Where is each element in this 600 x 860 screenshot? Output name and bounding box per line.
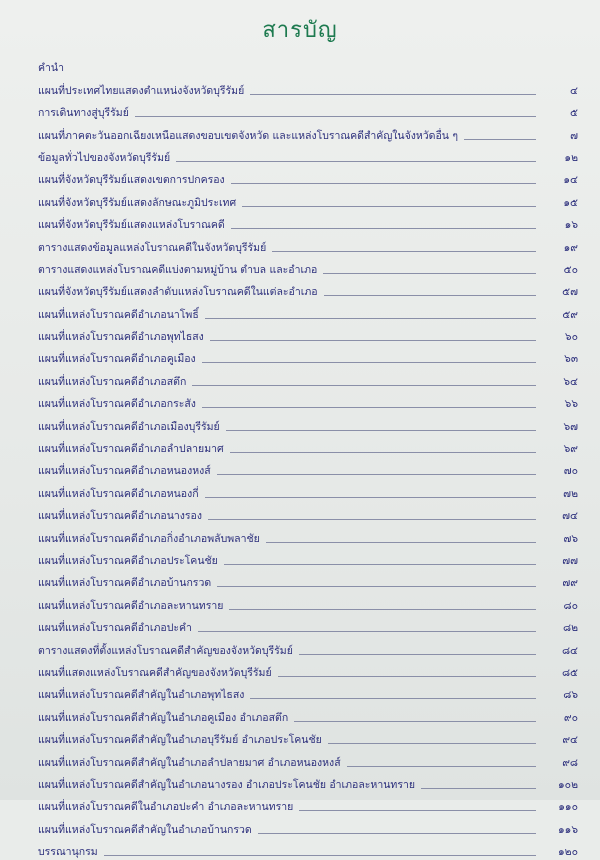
toc-entry-label: แผนที่จังหวัดบุรีรัมย์แสดงแหล่งโบราณคดี xyxy=(38,219,225,232)
toc-entry-page: ๙๔ xyxy=(562,734,578,747)
dot-leader xyxy=(258,833,536,834)
toc-entry[interactable] xyxy=(38,99,578,121)
toc-entry-page: ๑๔ xyxy=(563,174,578,187)
toc-entry[interactable] xyxy=(38,211,578,233)
toc-entry[interactable] xyxy=(38,256,578,278)
dot-leader xyxy=(210,340,536,341)
toc-entry-page: ๑๙ xyxy=(563,241,578,254)
toc-entry-label: แผนที่แหล่งโบราณคดีสำคัญในอำเภอนางรอง อำเภอประโคนชัย อำเภอละหานทราย xyxy=(38,778,416,791)
toc-entry-label: บรรณานุกรม xyxy=(38,846,98,859)
dot-leader xyxy=(202,362,536,363)
toc-entry-label: ตารางแสดงแหล่งโบราณคดีแบ่งตามหมู่บ้าน ตำบล และอำเภอ xyxy=(38,263,318,276)
toc-entry-page: ๗๖ xyxy=(563,532,578,545)
toc-entry-page: ๗๙ xyxy=(562,577,578,590)
toc-entry[interactable] xyxy=(38,435,578,457)
dot-leader xyxy=(250,94,536,95)
toc-entry-page: ๖๔ xyxy=(563,375,578,388)
toc-entry-page: ๗๗ xyxy=(562,554,578,567)
toc-entry[interactable] xyxy=(38,681,578,703)
toc-entry-label: แผนที่แหล่งโบราณคดีอำเภอหนองหงส์ xyxy=(38,465,211,478)
table-of-contents xyxy=(38,54,578,860)
dot-leader xyxy=(266,542,536,543)
dot-leader xyxy=(323,273,536,274)
toc-entry-label: แผนที่แหล่งโบราณคดีอำเภอบ้านกรวด xyxy=(38,577,212,590)
toc-entry-label: แผนที่แหล่งโบราณคดีอำเภอนาโพธิ์ xyxy=(38,308,199,321)
toc-entry-label: แผนที่แหล่งโบราณคดีอำเภอพุทไธสง xyxy=(38,331,204,344)
dot-leader xyxy=(231,183,536,184)
toc-entry-page: ๕๐ xyxy=(563,263,578,276)
toc-entry[interactable] xyxy=(38,838,578,860)
dot-leader xyxy=(230,452,536,453)
toc-entry[interactable] xyxy=(38,54,578,76)
toc-entry-page: ๑๐๒ xyxy=(558,778,578,791)
toc-entry-label: แผนที่แหล่งโบราณคดีอำเภอลำปลายมาศ xyxy=(38,443,224,456)
toc-entry[interactable] xyxy=(38,703,578,725)
dot-leader xyxy=(198,631,536,632)
toc-entry[interactable] xyxy=(38,345,578,367)
toc-entry-page: ๑๖ xyxy=(564,219,578,232)
dot-leader xyxy=(202,407,536,408)
toc-entry-label: แผนที่แหล่งโบราณคดีอำเภอกิ่งอำเภอพลับพลาชัย xyxy=(38,532,260,545)
dot-leader xyxy=(217,474,536,475)
toc-entry-page: ๖๓ xyxy=(564,353,578,366)
toc-entry-label: ข้อมูลทั่วไปของจังหวัดบุรีรัมย์ xyxy=(38,151,171,164)
toc-entry[interactable] xyxy=(38,188,578,210)
dot-leader xyxy=(176,161,536,162)
toc-entry-label: แผนที่แหล่งโบราณคดีอำเภอหนองกี่ xyxy=(38,487,199,500)
toc-entry-page: ๑๑๖ xyxy=(558,823,578,836)
toc-entry-page: ๖๙ xyxy=(563,443,578,456)
toc-entry-label: แผนที่แหล่งโบราณคดีอำเภอคูเมือง xyxy=(38,353,196,366)
toc-entry[interactable] xyxy=(38,748,578,770)
toc-entry[interactable] xyxy=(38,278,578,300)
toc-entry-page: ๘๐ xyxy=(563,599,578,612)
toc-entry[interactable] xyxy=(38,457,578,479)
dot-leader xyxy=(226,430,536,431)
toc-entry-page: ๖๐ xyxy=(564,331,578,344)
toc-entry-label: คำนำ xyxy=(38,62,64,75)
dot-leader xyxy=(242,206,536,207)
toc-entry-label: แผนที่แหล่งโบราณคดีสำคัญในอำเภอบุรีรัมย์ อำเภอประโคนชัย xyxy=(38,734,322,747)
dot-leader xyxy=(464,139,536,140)
toc-entry-label: ตารางแสดงข้อมูลแหล่งโบราณคดีในจังหวัดบุรีรัมย์ xyxy=(38,241,267,254)
toc-entry[interactable] xyxy=(38,502,578,524)
toc-entry-page: ๙๐ xyxy=(563,711,578,724)
toc-entry-page: ๕ xyxy=(570,107,578,120)
toc-entry-label: แผนที่จังหวัดบุรีรัมย์แสดงลักษณะภูมิประเทศ xyxy=(38,196,237,209)
toc-entry[interactable] xyxy=(38,614,578,636)
dot-leader xyxy=(421,788,536,789)
toc-entry-label: แผนที่แหล่งโบราณคดีอำเภอละหานทราย xyxy=(38,599,224,612)
toc-entry-label: แผนที่แหล่งโบราณคดีอำเภอสตึก xyxy=(38,375,187,388)
toc-entry-label: แผนที่แหล่งโบราณคดีสำคัญในอำเภอลำปลายมาศ อำเภอหนองหงส์ xyxy=(38,756,341,769)
toc-entry[interactable] xyxy=(38,659,578,681)
toc-entry-label: ตารางแสดงที่ตั้งแหล่งโบราณคดีสำคัญของจังหวัดบุรีรัมย์ xyxy=(38,644,293,657)
toc-entry-page: ๗๔ xyxy=(562,510,578,523)
toc-entry-label: แผนที่แหล่งโบราณคดีสำคัญในอำเภอบ้านกรวด xyxy=(38,823,252,836)
toc-entry[interactable] xyxy=(38,726,578,748)
toc-entry-page: ๕๙ xyxy=(562,308,578,321)
toc-entry-page: ๑๕ xyxy=(563,196,578,209)
dot-leader xyxy=(229,609,536,610)
toc-entry-page: ๗๐ xyxy=(563,465,578,478)
dot-leader xyxy=(208,519,536,520)
toc-entry[interactable] xyxy=(38,144,578,166)
toc-entry-page: ๗๒ xyxy=(563,487,578,500)
toc-entry-label: การเดินทางสู่บุรีรัมย์ xyxy=(38,107,129,120)
toc-entry[interactable] xyxy=(38,793,578,815)
dot-leader xyxy=(272,251,536,252)
toc-entry[interactable] xyxy=(38,771,578,793)
dot-leader xyxy=(205,497,536,498)
dot-leader xyxy=(192,385,536,386)
dot-leader xyxy=(217,586,536,587)
toc-entry[interactable] xyxy=(38,524,578,546)
toc-entry-label: แผนที่แหล่งโบราณคดีอำเภอกระสัง xyxy=(38,398,196,411)
dot-leader xyxy=(347,766,536,767)
toc-entry[interactable] xyxy=(38,233,578,255)
toc-entry[interactable] xyxy=(38,390,578,412)
dot-leader xyxy=(250,698,536,699)
dot-leader xyxy=(231,228,536,229)
toc-entry[interactable] xyxy=(38,412,578,434)
dot-leader xyxy=(104,855,536,856)
toc-entry-label: แผนที่แหล่งโบราณคดีสำคัญในอำเภอพุทไธสง xyxy=(38,689,245,702)
toc-entry-page: ๑๑๐ xyxy=(558,801,578,814)
toc-entry-label: แผนที่แสดงแหล่งโบราณคดีสำคัญของจังหวัดบุรีรัมย์ xyxy=(38,666,272,679)
dot-leader xyxy=(224,564,536,565)
toc-entry-label: แผนที่จังหวัดบุรีรัมย์แสดงเขตการปกครอง xyxy=(38,174,225,187)
toc-entry-label: แผนที่แหล่งโบราณคดีสำคัญในอำเภอคูเมือง อำเภอสตึก xyxy=(38,711,289,724)
toc-entry[interactable] xyxy=(38,300,578,322)
dot-leader xyxy=(299,654,536,655)
toc-entry[interactable] xyxy=(38,76,578,98)
toc-entry-page: ๘๔ xyxy=(561,644,578,657)
toc-entry-page: ๖๗ xyxy=(563,420,578,433)
toc-entry-page: ๖๖ xyxy=(564,398,578,411)
toc-entry-label: แผนที่แหล่งโบราณคดีในอำเภอปะคำ อำเภอละหานทราย xyxy=(38,801,294,814)
toc-entry-page: ๕๗ xyxy=(562,286,578,299)
toc-entry-label: แผนที่ประเทศไทยแสดงตำแหน่งจังหวัดบุรีรัมย์ xyxy=(38,84,245,97)
toc-entry[interactable] xyxy=(38,569,578,591)
dot-leader xyxy=(294,721,536,722)
toc-entry-label: แผนที่แหล่งโบราณคดีอำเภอนางรอง xyxy=(38,510,202,523)
toc-entry-page: ๘๒ xyxy=(562,622,578,635)
dot-leader xyxy=(328,743,536,744)
toc-entry-page: ๗ xyxy=(570,129,578,142)
toc-entry-page: ๙๘ xyxy=(562,756,578,769)
toc-entry[interactable] xyxy=(38,591,578,613)
dot-leader xyxy=(278,676,536,677)
toc-entry[interactable] xyxy=(38,636,578,658)
toc-entry-page: ๑๒ xyxy=(564,151,578,164)
toc-entry[interactable] xyxy=(38,323,578,345)
dot-leader xyxy=(205,318,536,319)
toc-entry-page: ๘๖ xyxy=(563,689,578,702)
dot-leader xyxy=(135,116,536,117)
toc-entry[interactable] xyxy=(38,121,578,143)
toc-entry[interactable] xyxy=(38,166,578,188)
toc-entry-page: ๑๒๐ xyxy=(558,846,578,859)
page-title: สารบัญ xyxy=(262,18,338,43)
toc-entry-page: ๔ xyxy=(570,84,578,97)
toc-entry-label: แผนที่แหล่งโบราณคดีอำเภอประโคนชัย xyxy=(38,554,218,567)
toc-entry-label: แผนที่จังหวัดบุรีรัมย์แสดงลำดับแหล่งโบราณคดีในแต่ละอำเภอ xyxy=(38,286,318,299)
toc-entry[interactable] xyxy=(38,367,578,389)
toc-entry[interactable] xyxy=(38,479,578,501)
toc-entry-label: แผนที่แหล่งโบราณคดีอำเภอปะคำ xyxy=(38,622,192,635)
toc-entry-label: แผนที่แหล่งโบราณคดีอำเภอเมืองบุรีรัมย์ xyxy=(38,420,220,433)
toc-entry-page: ๘๕ xyxy=(561,666,578,679)
toc-entry[interactable] xyxy=(38,547,578,569)
dot-leader xyxy=(299,810,536,811)
dot-leader xyxy=(324,295,536,296)
toc-entry-label: แผนที่ภาคตะวันออกเฉียงเหนือแสดงขอบเขตจังหวัด และแหล่งโบราณคดีสำคัญในจังหวัดอื่น ๆ xyxy=(38,129,458,142)
toc-entry[interactable] xyxy=(38,815,578,837)
